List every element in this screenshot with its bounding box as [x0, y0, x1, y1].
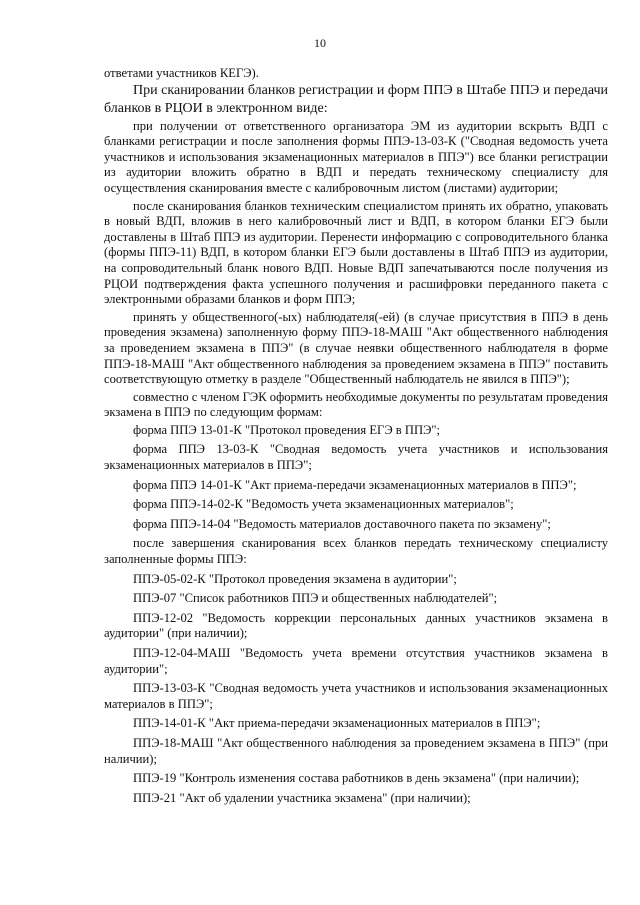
- form-list-item: форма ППЭ-14-02-К "Ведомость учета экзаменационных материалов";: [133, 497, 514, 512]
- form-list-item: ППЭ-13-03-К "Сводная ведомость учета участников и использования экзаменационных материалов в ППЭ";: [104, 681, 608, 711]
- paragraph-gek-documents: совместно с членом ГЭК оформить необходимые документы по результатам проведения экзамена в ППЭ по следующим формам:: [104, 389, 608, 420]
- form-list-item: ППЭ-05-02-К "Протокол проведения экзамена в аудитории";: [133, 571, 457, 586]
- form-list-item: ППЭ-21 "Акт об удалении участника экзамена" (при наличии);: [133, 790, 471, 805]
- form-list-item: ППЭ-19 "Контроль изменения состава работников в день экзамена" (при наличии);: [133, 771, 580, 786]
- form-list-item: ППЭ-07 "Список работников ППЭ и общественных наблюдателей";: [133, 591, 498, 606]
- form-list-item: форма ППЭ 13-03-К "Сводная ведомость учета участников и использования экзаменационных материалов в ППЭ";: [104, 442, 608, 473]
- page-number: 10: [314, 36, 326, 50]
- form-list-item: ППЭ-18-МАШ "Акт общественного наблюдения за проведением экзамена в ППЭ" (при наличии);: [104, 735, 608, 766]
- paragraph-observer-form: принять у общественного(-ых) наблюдателя(-ей) (в случае присутствия в ППЭ в день проведения экзамена) заполненную форму ППЭ-18-МАШ "Акт общественного наблюдения за проведением экзамена в ППЭ" (в случае неявки общественного наблюдателя в форме ППЭ-18-МАШ "Акт общественного наблюдения за проведением экзамена в ППЭ" поставить соответствующую отметку в разделе "Общественный наблюдатель не явился в ППЭ");: [104, 309, 608, 387]
- form-list-item: форма ППЭ 14-01-К "Акт приема-передачи экзаменационных материалов в ППЭ";: [133, 477, 577, 492]
- form-list-item: ППЭ-12-04-МАШ "Ведомость учета времени отсутствия участников экзамена в аудитории";: [104, 646, 608, 676]
- paragraph-after-scanning: после сканирования бланков техническим специалистом принять их обратно, упаковать в новый ВДП, вложив в него калибровочный лист и ВДП, в котором бланки ЕГЭ были доставлены в Штаб ППЭ из аудитории. Перенести информацию с сопроводительного бланка (формы ППЭ-11) ВДП, в котором бланки ЕГЭ были доставлены в Штаб ППЭ из аудитории, на сопроводительный бланк нового ВДП. Новые ВДП запечатываются после получения из РЦОИ подтверждения факта успешного получения и расшифровки переданного пакета с электронными образами бланков и форм ППЭ;: [104, 198, 608, 307]
- form-list-item: ППЭ-14-01-К "Акт приема-передачи экзаменационных материалов в ППЭ";: [133, 716, 541, 731]
- document-body: [104, 66, 608, 810]
- form-list-item: форма ППЭ-14-04 "Ведомость материалов доставочного пакета по экзамену";: [133, 516, 551, 531]
- section-intro-scanning: При сканировании бланков регистрации и форм ППЭ в Штабе ППЭ и передачи бланков в РЦОИ в электронном виде:: [104, 82, 608, 116]
- paragraph-continuation: ответами участников КЕГЭ).: [104, 66, 259, 80]
- paragraph-receive-vdp: при получении от ответственного организатора ЭМ из аудитории вскрыть ВДП с бланками регистрации и после заполнения формы ППЭ-13-03-К ("Сводная ведомость учета участников и использования экзаменационных материалов в ППЭ") все бланки регистрации из аудитории вложить обратно в ВДП и передать техническому специалисту для осуществления сканирования вместе с калибровочным листом (листами) аудитории;: [104, 118, 608, 195]
- paragraph-transfer-forms: после завершения сканирования всех бланков передать техническому специалисту заполненные формы ППЭ:: [104, 536, 608, 567]
- form-list-item: ППЭ-12-02 "Ведомость коррекции персональных данных участников экзамена в аудитории" (при наличии);: [104, 610, 608, 641]
- form-list-item: форма ППЭ 13-01-К "Протокол проведения ЕГЭ в ППЭ";: [133, 422, 441, 437]
